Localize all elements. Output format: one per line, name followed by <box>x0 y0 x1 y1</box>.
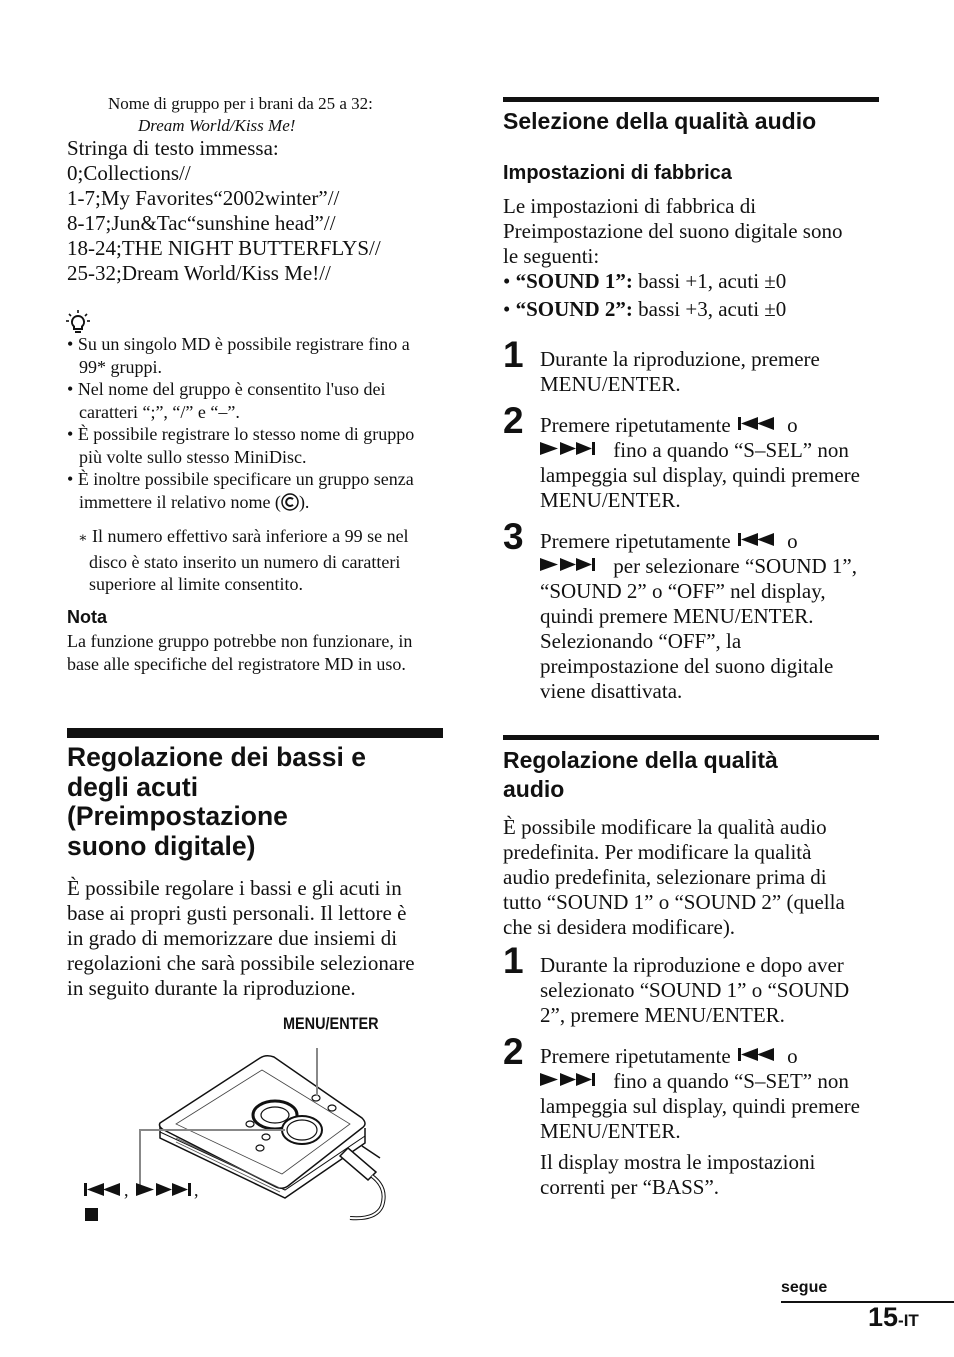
step-text: Premere ripetutamente o fino a quando “S–SET” non lampeggia sul display, quindi premere MENU/ENTER. Il display mostra le impostazioni correnti per “BASS”. <box>540 1044 860 1199</box>
play-next-track-icon <box>540 441 608 457</box>
step-number: 3 <box>503 516 524 557</box>
tip-item: • È inoltre possibile specificare un gruppo senza immettere il relativo nome ( ). <box>67 469 414 512</box>
subsection-rule <box>503 735 879 740</box>
footnote: ∗ Il numero effettivo sarà inferiore a 99 se nel disco è stato inserito un numero di caratteri superiore al limite consentito. <box>78 526 409 594</box>
previous-track-icon <box>84 1183 120 1196</box>
section-rule <box>67 728 443 738</box>
input-line: 0;Collections// <box>67 161 191 185</box>
section-body: È possibile regolare i bassi e gli acuti in base ai propri gusti personali. Il lettore è in grado di memorizzare due insiemi di regolazioni che sarà possibile selezionare in seguito durante la riproduzione. <box>67 876 415 1000</box>
adjustment-body: È possibile modificare la qualità audio predefinita. Per modificare la qualità audio predefinita, selezionare prima di tutto “SOUND 1” o “SOUND 2” (quella che si desidera modificare). <box>503 815 845 939</box>
svg-text:,: , <box>124 1180 129 1200</box>
factory-item: • “SOUND 2”: bassi +3, acuti ±0 <box>503 297 787 321</box>
section-title: Regolazione dei bassi e degli acuti (Preimpostazione suono digitale) <box>67 742 366 861</box>
input-string-block <box>67 136 381 286</box>
subsection-rule <box>503 97 879 102</box>
selection-title: Selezione della qualità audio <box>503 108 817 134</box>
note-title: Nota <box>67 607 107 627</box>
step-text: Durante la riproduzione, premere MENU/ENTER. <box>540 347 820 396</box>
input-line: Stringa di testo immessa: <box>67 136 279 160</box>
transport-symbols <box>84 1180 224 1226</box>
play-next-track-icon <box>540 1072 608 1088</box>
previous-track-icon <box>736 532 782 548</box>
input-line: 1-7;My Favorites“2002winter”// <box>67 186 340 210</box>
previous-track-icon <box>736 1047 782 1063</box>
step-text: Durante la riproduzione e dopo aver selezionato “SOUND 1” o “SOUND 2”, premere MENU/ENTER. <box>540 953 850 1027</box>
note-body: La funzione gruppo potrebbe non funzionare, in base alle specifiche del registratore MD in uso. <box>67 631 413 674</box>
stop-icon <box>85 1208 98 1221</box>
tip-item: • Su un singolo MD è possibile registrare fino a 99* gruppi. <box>67 334 410 377</box>
control-symbols-label <box>84 1180 224 1231</box>
input-line: 25-32;Dream World/Kiss Me!// <box>67 261 331 285</box>
step-number: 2 <box>503 1031 524 1072</box>
svg-text:,: , <box>194 1180 199 1200</box>
example-caption-name: Dream World/Kiss Me! <box>138 116 296 135</box>
step-number: 1 <box>503 334 524 375</box>
tip-item: • È possibile registrare lo stesso nome di gruppo più volte sullo stesso MiniDisc. <box>67 424 415 467</box>
example-caption <box>108 93 373 137</box>
copyright-circle-icon <box>281 493 299 511</box>
tip-item: • Nel nome del gruppo è consentito l'uso dei caratteri “;”, “/” e “–”. <box>67 379 386 422</box>
step-number: 1 <box>503 940 524 981</box>
factory-settings-title: Impostazioni di fabbrica <box>503 162 732 184</box>
continues-label: segue <box>781 1279 828 1296</box>
input-line: 8-17;Jun&Tac“sunshine head”// <box>67 211 336 235</box>
previous-track-icon <box>736 416 782 432</box>
input-line: 18-24;THE NIGHT BUTTERFLYS// <box>67 236 381 260</box>
play-next-track-icon <box>136 1183 191 1196</box>
factory-settings-body: Le impostazioni di fabbrica di Preimpostazione del suono digitale sono le seguenti: • “SOUND 1”: bassi +1, acuti ±0 • “SOUND 2”: bassi +3, acuti ±0 <box>503 194 843 321</box>
factory-item: • “SOUND 1”: bassi +1, acuti ±0 <box>503 269 787 293</box>
step-text: Premere ripetutamente o fino a quando “S–SEL” non lampeggia sul display, quindi premere MENU/ENTER. <box>540 413 860 512</box>
play-next-track-icon <box>540 557 608 573</box>
tips-list <box>67 333 447 513</box>
asterisk-icon: ∗ <box>78 531 88 546</box>
example-caption-line: Nome di gruppo per i brani da 25 a 32: <box>108 94 373 113</box>
step-text: Premere ripetutamente o per selezionare “SOUND 1”, “SOUND 2” o “OFF” nel display, quindi premere MENU/ENTER. Selezionando “OFF”, la preimpostazione del suono digitale viene disattivata. <box>540 529 857 703</box>
adjustment-title: Regolazione della qualità audio <box>503 747 778 802</box>
step-number: 2 <box>503 400 524 441</box>
page-number: 15-IT <box>868 1302 919 1332</box>
menu-enter-label: MENU/ENTER <box>283 1014 379 1033</box>
